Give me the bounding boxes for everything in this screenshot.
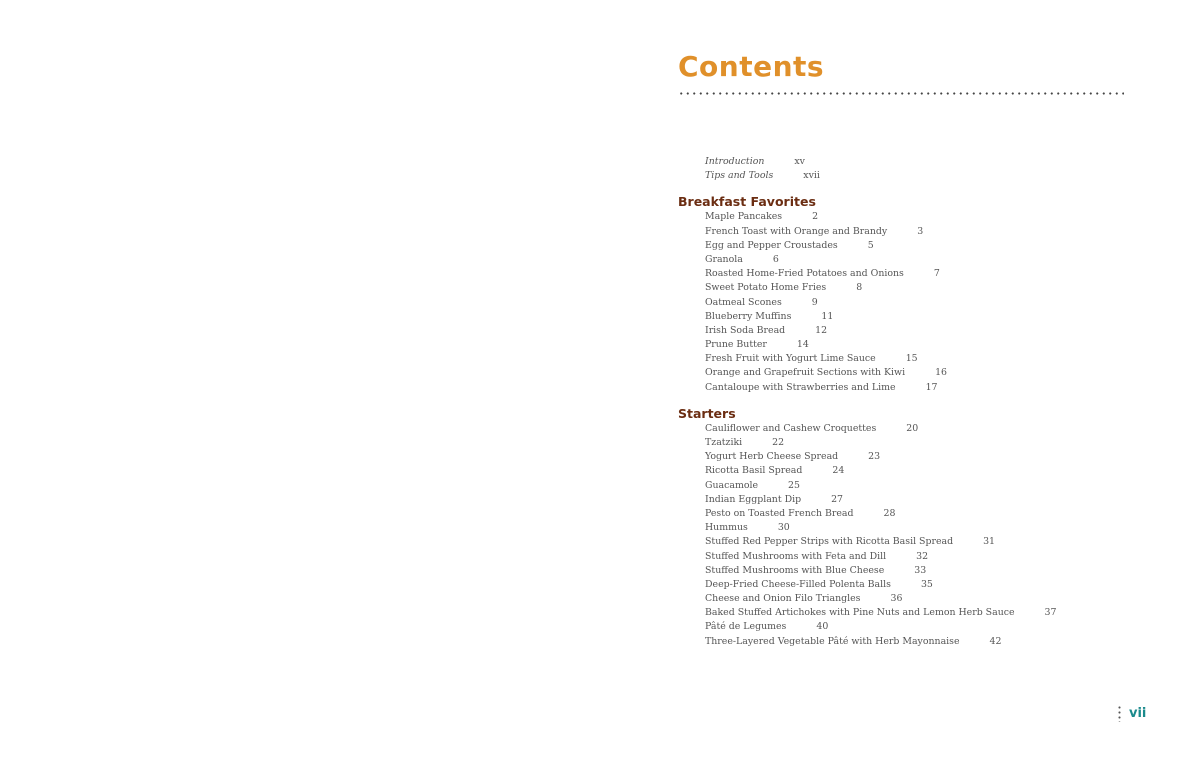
toc-entry[interactable] [678,620,1178,634]
toc-entry-title: Maple Pancakes [705,211,783,223]
toc-entry[interactable] [678,210,1178,224]
section-starters [678,406,1178,649]
toc-entry-page: 11 [821,310,834,322]
toc-entry-title: Irish Soda Bread [705,324,786,336]
toc-entry[interactable] [678,225,1178,239]
toc-entry[interactable] [678,535,1178,549]
toc-entry-page: 17 [925,381,938,393]
page-title: Contents [678,50,825,83]
toc-entry-title: Guacamole [705,479,759,491]
toc-entry-page: 35 [920,578,933,590]
toc-entry-page: 32 [916,550,929,562]
folio-dots [1118,705,1121,722]
section-entry-list [678,210,1178,394]
toc-entry-page: 2 [812,211,819,223]
toc-entry-page: 22 [772,437,785,448]
toc-entry-page: 7 [933,268,940,280]
toc-entry-page: 28 [883,507,896,519]
toc-entry-title: Indian Eggplant Dip [705,493,802,505]
toc-entry-title: Stuffed Mushrooms with Blue Cheese [705,564,885,576]
toc-entry[interactable] [678,253,1178,267]
toc-entry[interactable] [678,366,1178,380]
toc-entry-page: 3 [917,225,924,237]
toc-entry-page: 40 [816,621,829,633]
toc-entry-title: Cauliflower and Cashew Croquettes [705,422,877,434]
toc-entry-page: 15 [905,353,918,365]
toc-entry-page: 31 [983,536,996,548]
toc-entry[interactable] [678,169,1178,183]
toc-entry-page: xvii [803,170,820,182]
toc-entry-page: 27 [831,493,844,505]
page-number: vii [1129,706,1147,721]
toc-entry-page: 25 [788,479,800,491]
toc-entry-page: 6 [772,253,779,265]
section-entry-list [678,422,1178,649]
toc-entry[interactable] [678,493,1178,507]
section-heading[interactable]: Breakfast Favorites [678,194,816,210]
toc-entry-page: 16 [935,367,948,379]
toc-entry-page: 23 [868,451,881,463]
toc-entry-title: Pâté de Legumes [705,621,787,633]
toc-entry-title: Stuffed Red Pepper Strips with Ricotta Basil Spread [705,536,954,548]
toc-entry[interactable] [678,296,1178,310]
toc-entry[interactable] [678,436,1178,450]
toc-entry-title: Fresh Fruit with Yogurt Lime Sauce [705,353,876,365]
toc-entry[interactable] [678,352,1178,366]
toc-entry-title: Three-Layered Vegetable Pâté with Herb Mayonnaise [705,635,960,647]
toc-entry-page: 33 [914,564,927,576]
toc-entry-title: Cantaloupe with Strawberries and Lime [705,381,896,393]
toc-entry-page: 42 [989,635,1002,647]
toc-entry-page: 24 [832,465,845,477]
toc-entry-title: Deep-Fried Cheese-Filled Polenta Balls [705,578,891,590]
toc-entry[interactable] [678,578,1178,592]
toc-entry[interactable] [678,155,1178,169]
toc-entry[interactable] [678,422,1178,436]
toc-entry-title: Tips and Tools [705,170,774,182]
toc-entry[interactable] [678,592,1178,606]
toc-entry-page: 5 [867,239,874,251]
toc-entry-title: Egg and Pepper Croustades [705,239,838,251]
toc-entry-page: 12 [815,324,828,336]
toc-entry-title: Tzatziki [705,437,743,448]
toc-entry-page: 30 [777,522,790,534]
toc-entry[interactable] [678,635,1178,649]
toc-entry[interactable] [678,324,1178,338]
toc-entry-title: Prune Butter [705,339,767,351]
toc-entry[interactable] [678,281,1178,295]
toc-entry[interactable] [678,239,1178,253]
toc-entry-page: 9 [811,296,818,308]
toc-entry-page: 20 [906,422,919,434]
toc-entry-title: Blueberry Muffins [705,310,792,322]
toc-entry-page: 37 [1044,607,1057,619]
toc-entry-page: 8 [856,282,863,294]
toc-entry-title: Pesto on Toasted French Bread [705,507,854,519]
toc-entry[interactable] [678,464,1178,478]
page-folio [1118,705,1146,722]
toc-entry-title: Baked Stuffed Artichokes with Pine Nuts and Lemon Herb Sauce [705,607,1015,619]
toc-entry-title: Orange and Grapefruit Sections with Kiwi [705,367,906,379]
toc-entry[interactable] [678,338,1178,352]
toc-entry-title: French Toast with Orange and Brandy [705,225,888,237]
toc-entry-title: Roasted Home-Fried Potatoes and Onions [705,268,904,280]
section-heading[interactable]: Starters [678,405,736,421]
toc-entry[interactable] [678,381,1178,395]
toc-entry-title: Granola [705,253,743,265]
toc-entry-title: Cheese and Onion Filo Triangles [705,593,861,605]
toc-entry-page: 14 [796,339,809,351]
toc-entry[interactable] [678,521,1178,535]
toc-entry-title: Ricotta Basil Spread [705,465,803,477]
toc-entry[interactable] [678,564,1178,578]
toc-entry-title: Introduction [705,156,765,167]
toc-entry-title: Oatmeal Scones [705,296,782,308]
toc-entry[interactable] [678,550,1178,564]
toc-entry-title: Yogurt Herb Cheese Spread [705,451,839,463]
toc-entry-page: xv [794,156,805,167]
toc-entry[interactable] [678,450,1178,464]
toc-entry[interactable] [678,267,1178,281]
toc-entry[interactable] [678,479,1178,493]
table-of-contents [678,155,1178,649]
section-breakfast-favorites [678,194,1178,394]
toc-entry[interactable] [678,310,1178,324]
toc-entry[interactable] [678,507,1178,521]
front-matter-list [678,155,1178,183]
toc-entry-title: Stuffed Mushrooms with Feta and Dill [705,550,887,562]
toc-entry-title: Sweet Potato Home Fries [705,282,827,294]
toc-entry-title: Hummus [705,522,748,534]
toc-entry[interactable] [678,606,1178,620]
dotted-divider [678,92,1124,95]
toc-entry-page: 36 [890,593,903,605]
